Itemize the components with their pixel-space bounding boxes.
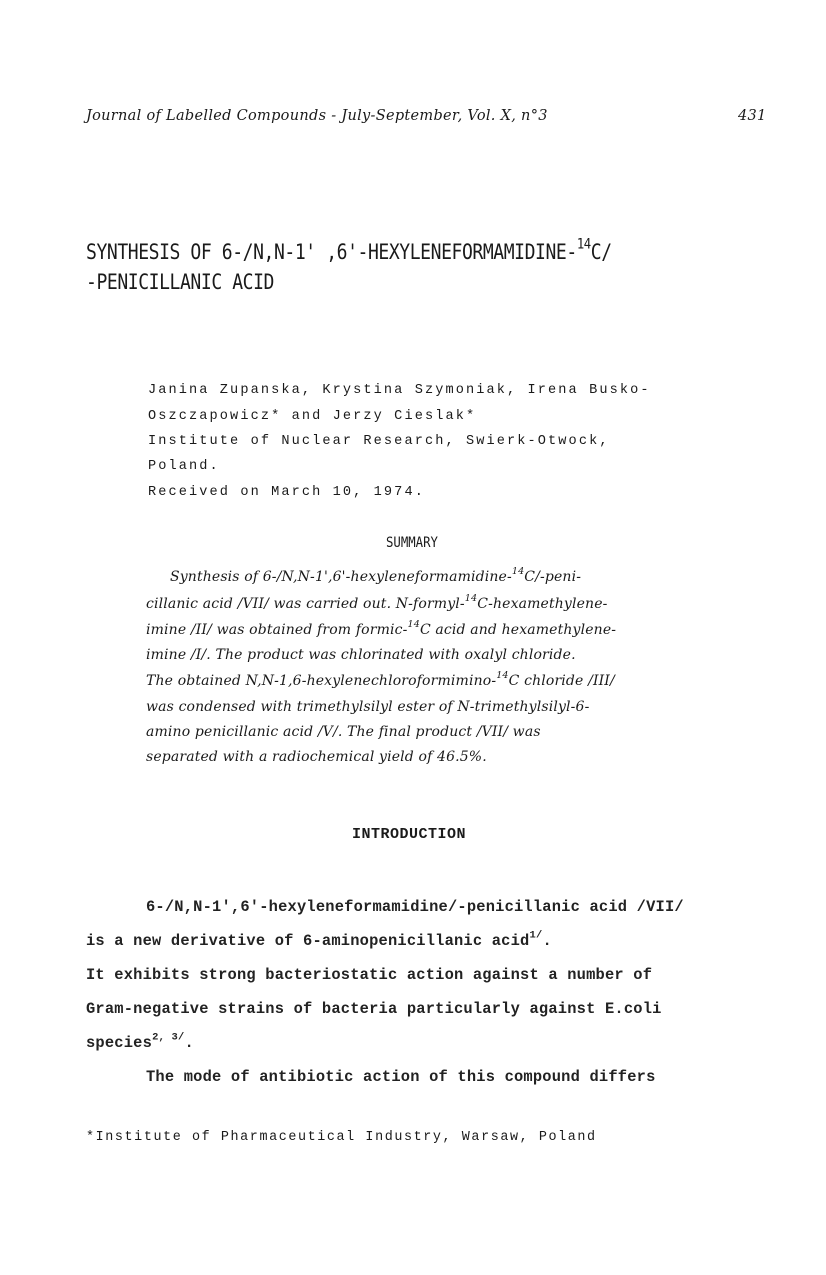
intro-line-2: [86, 929, 552, 950]
intro-text: .: [542, 932, 552, 950]
summary-text: C/-peni-: [524, 569, 582, 585]
authors-line-1: Janina Zupanska, Krystina Szymoniak, Irena Busko-: [148, 383, 651, 398]
received-date: Received on March 10, 1974.: [148, 485, 425, 500]
journal-header: Journal of Labelled Compounds - July-September, Vol. X, n°3: [86, 108, 548, 124]
authors-line-2: Oszczapowicz* and Jerzy Cieslak*: [148, 409, 477, 424]
summary-text: C acid and hexamethylene-: [419, 622, 617, 638]
summary-text: cillanic acid /VII/ was carried out. N-formyl-: [146, 596, 465, 612]
title-superscript: 14: [576, 236, 591, 253]
affiliation-line-1: Institute of Nuclear Research, Swierk-Otwock,: [148, 434, 610, 449]
summary-text: imine /II/ was obtained from formic-: [146, 622, 408, 638]
summary-line-7: amino penicillanic acid /V/. The final product /VII/ was: [146, 724, 541, 740]
reference-superscript: 1/: [529, 929, 543, 942]
article-title-line-1: [86, 236, 612, 264]
summary-line-8: separated with a radiochemical yield of 46.5%.: [146, 749, 487, 765]
summary-superscript: 14: [496, 670, 509, 682]
intro-text: is a new derivative of 6-aminopenicillanic acid: [86, 932, 530, 950]
summary-line-2: [146, 593, 608, 612]
summary-text: C chloride /III/: [508, 673, 615, 689]
summary-text: Synthesis of 6-/N,N-1',6'-hexyleneformamidine-: [170, 569, 512, 585]
summary-superscript: 14: [407, 619, 420, 631]
intro-line-1: 6-/N,N-1',6'-hexyleneformamidine/-penicillanic acid /VII/: [146, 898, 684, 916]
intro-line-5: [86, 1031, 194, 1052]
title-text-end: C/: [590, 240, 612, 264]
article-title-line-2: -PENICILLANIC ACID: [86, 270, 274, 294]
reference-superscript: 2, 3/: [152, 1031, 185, 1044]
introduction-heading: INTRODUCTION: [352, 826, 467, 843]
intro-line-4: Gram-negative strains of bacteria particularly against E.coli: [86, 1000, 662, 1018]
summary-text: The obtained N,N-1,6-hexylenechloroformimino-: [146, 673, 497, 689]
page-number: 431: [738, 108, 767, 124]
title-text: SYNTHESIS OF 6-/N,N-1' ,6'-HEXYLENEFORMAMIDINE-: [86, 240, 577, 264]
intro-text: .: [184, 1034, 194, 1052]
summary-line-5: [146, 670, 615, 689]
summary-line-4: imine /I/. The product was chlorinated with oxalyl chloride.: [146, 647, 576, 663]
summary-line-3: [146, 619, 617, 638]
summary-superscript: 14: [464, 593, 478, 605]
summary-heading: SUMMARY: [386, 535, 438, 551]
affiliation-line-2: Poland.: [148, 459, 220, 474]
intro-text: species: [86, 1034, 153, 1052]
footnote: *Institute of Pharmaceutical Industry, Warsaw, Poland: [86, 1130, 597, 1145]
intro-line-3: It exhibits strong bacteriostatic action against a number of: [86, 966, 653, 984]
summary-superscript: 14: [511, 566, 525, 578]
summary-text: C-hexamethylene-: [477, 596, 608, 612]
intro-line-6: The mode of antibiotic action of this compound differs: [146, 1068, 656, 1086]
summary-line-1: [170, 566, 582, 585]
summary-line-6: was condensed with trimethylsilyl ester of N-trimethylsilyl-6-: [146, 699, 590, 715]
